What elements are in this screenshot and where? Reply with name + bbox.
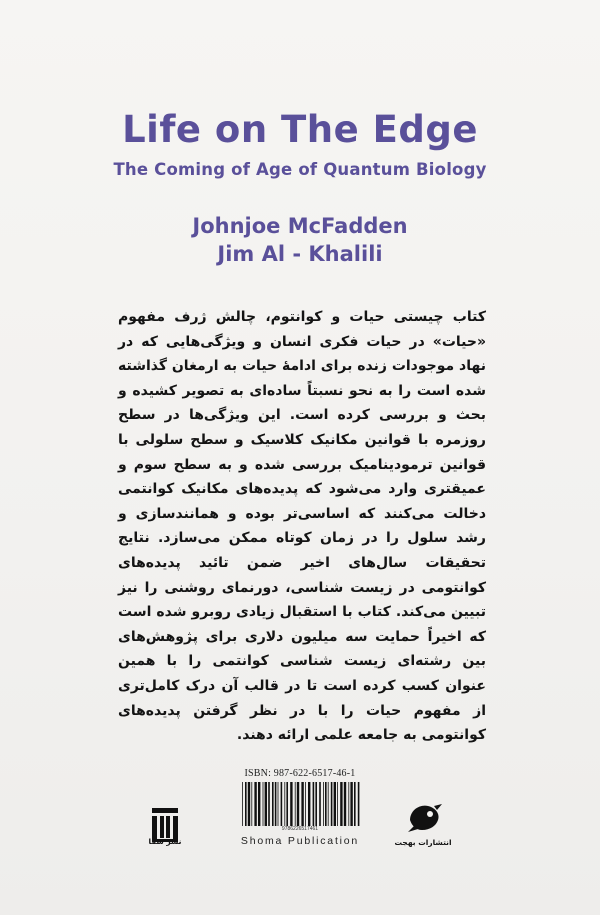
publisher-logo-caption-left: نشر شما [148, 837, 182, 846]
barcode-bar [328, 782, 329, 826]
barcode-bar [286, 782, 288, 826]
publication-name: Shoma Publication [240, 835, 360, 847]
barcode-bar [275, 782, 277, 826]
barcode-bar [301, 782, 303, 826]
barcode-bar [344, 782, 346, 826]
barcode-bar [284, 782, 285, 826]
barcode-bar [308, 782, 310, 826]
barcode-bar [251, 782, 252, 826]
barcode-bar [268, 782, 270, 826]
barcode-bar [323, 782, 324, 826]
barcode-bar [242, 782, 243, 826]
barcode-bar [313, 782, 315, 826]
barcode-digits: 9786226517461 [281, 826, 319, 832]
book-title: Life on The Edge [122, 108, 478, 151]
barcode-bar [278, 782, 279, 826]
barcode-bar [297, 782, 299, 826]
barcode-bar [254, 782, 256, 826]
barcode-bar [325, 782, 327, 826]
barcode-bar [340, 782, 342, 826]
barcode-icon [240, 782, 360, 826]
barcode-bar [272, 782, 274, 826]
book-description: کتاب چیستی حیات و کوانتوم، چالش ژرف مفهوم «حیات» در حیات فکری انسان و ویژگی‌هایی که در نهاد موجودات زنده برای ادامهٔ حیات به ارمغان گذاشته شده است را به نحو نسبتاً ساده‌ای به تصویر کشیده و بحث و بررسی کرده است. این ویژگی‌ها در سطح روزمره با قوانین مکانیک کلاسیک و سطح سلولی با قوانین ترمودینامیک بررسی شده و به سطح سوم و عمیقتری وارد می‌شود که پدیده‌های مکانیک کوانتمی دخالت می‌کنند که اساسی‌تر بوده و همانندسازی و رشد سلول را در زمان کوتاه ممکن می‌سازد. نتایج تحقیقات سال‌های اخیر ضمن تائید پدیده‌های کوانتومی در زیست شناسی، دورنمای روشنی را نیز تبیین می‌کند. کتاب با استقبال زیادی روبرو شده است که اخیراً حمایت سه میلیون دلاری برای پژوهش‌های بین رشته‌ای زیست شناسی کوانتمی را با همین عنوان کسب کرده است تا در قالب آن درک کامل‌تری از مفهوم حیات را با در نظر گرفتن پدیده‌های کوانتومی به جامعه علمی ارائه دهند. [117, 309, 486, 744]
barcode-bar [305, 782, 306, 826]
barcode-bar [350, 782, 352, 826]
barcode-bar [315, 782, 317, 826]
barcode-bar [348, 782, 349, 826]
publisher-emblem-icon [148, 796, 182, 856]
barcode-bar [331, 782, 333, 826]
publisher-logo-caption-right: انتشارات بهجت [394, 838, 452, 847]
barcode-bar [358, 782, 360, 826]
barcode-bar [258, 782, 260, 826]
author-name-2: Jim Al - Khalili [217, 242, 383, 266]
barcode-bar [337, 782, 338, 826]
barcode-bar [281, 782, 283, 826]
isbn-number: ISBN: 987-622-6517-46-1 [244, 768, 356, 779]
barcode-bar [245, 782, 247, 826]
barcode-bar [248, 782, 250, 826]
bird-emblem-icon [404, 800, 444, 836]
barcode-bar [319, 782, 321, 826]
barcode-bar [334, 782, 336, 826]
barcode-bar [265, 782, 267, 826]
book-subtitle: The Coming of Age of Quantum Biology [113, 160, 487, 179]
barcode-bar [295, 782, 296, 826]
barcode-bar [263, 782, 264, 826]
barcode-bar [290, 782, 292, 826]
author-name-1: Johnjoe McFadden [192, 214, 408, 238]
barcode-bar [354, 782, 356, 826]
